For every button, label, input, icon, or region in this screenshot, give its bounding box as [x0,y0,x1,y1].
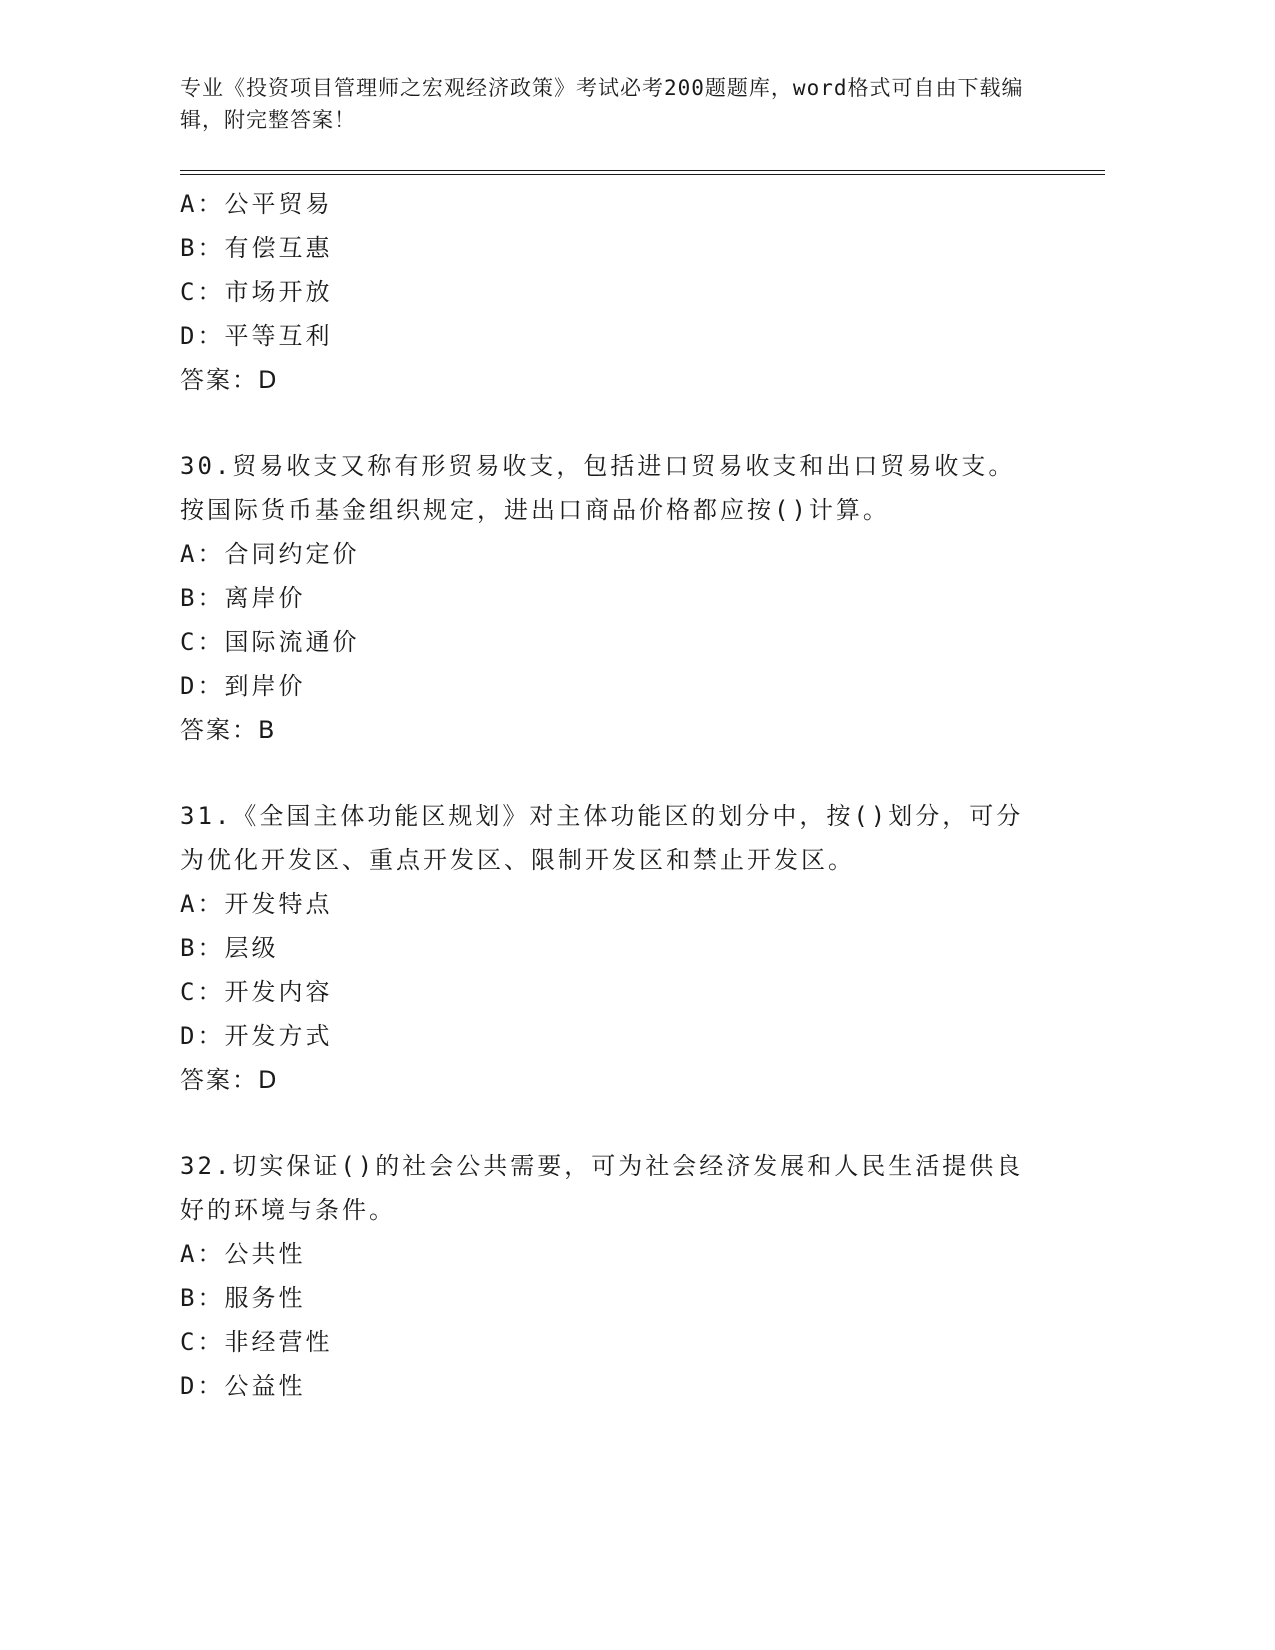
option-c: C：市场开放 [180,278,333,306]
answer-line: 答案：D [180,1066,279,1094]
option-d: D：公益性 [180,1372,306,1400]
option-a: A：合同约定价 [180,540,360,568]
option-d: D：开发方式 [180,1022,333,1050]
option-d: D：平等互利 [180,322,333,350]
option-d: D：到岸价 [180,672,306,700]
question-text: 31.《全国主体功能区规划》对主体功能区的划分中，按()划分，可分为优化开发区、重点开发区、限制开发区和禁止开发区。 [180,802,1024,874]
header-divider-bottom [180,174,1105,175]
option-b: B：离岸价 [180,584,306,612]
answer-line: 答案：D [180,366,279,394]
question-32 [180,1144,1040,1408]
option-c: C：开发内容 [180,978,333,1006]
document-header: 专业《投资项目管理师之宏观经济政策》考试必考200题题库，word格式可自由下载编辑，附完整答案！ [180,76,1024,132]
option-a: A：开发特点 [180,890,333,918]
option-b: B：服务性 [180,1284,306,1312]
option-b: B：层级 [180,934,279,962]
option-c: C：非经营性 [180,1328,333,1356]
question-29-continued [180,182,1040,402]
question-list [180,182,1040,1408]
answer-line: 答案：B [180,716,277,744]
option-b: B：有偿互惠 [180,234,333,262]
option-c: C：国际流通价 [180,628,360,656]
option-a: A：公平贸易 [180,190,333,218]
question-text: 32.切实保证()的社会公共需要，可为社会经济发展和人民生活提供良好的环境与条件。 [180,1152,1024,1224]
header-divider-top [180,170,1105,171]
question-30 [180,444,1040,752]
option-a: A：公共性 [180,1240,306,1268]
question-text: 30.贸易收支又称有形贸易收支，包括进口贸易收支和出口贸易收支。按国际货币基金组织规定，进出口商品价格都应按()计算。 [180,452,1016,524]
question-31 [180,794,1040,1102]
